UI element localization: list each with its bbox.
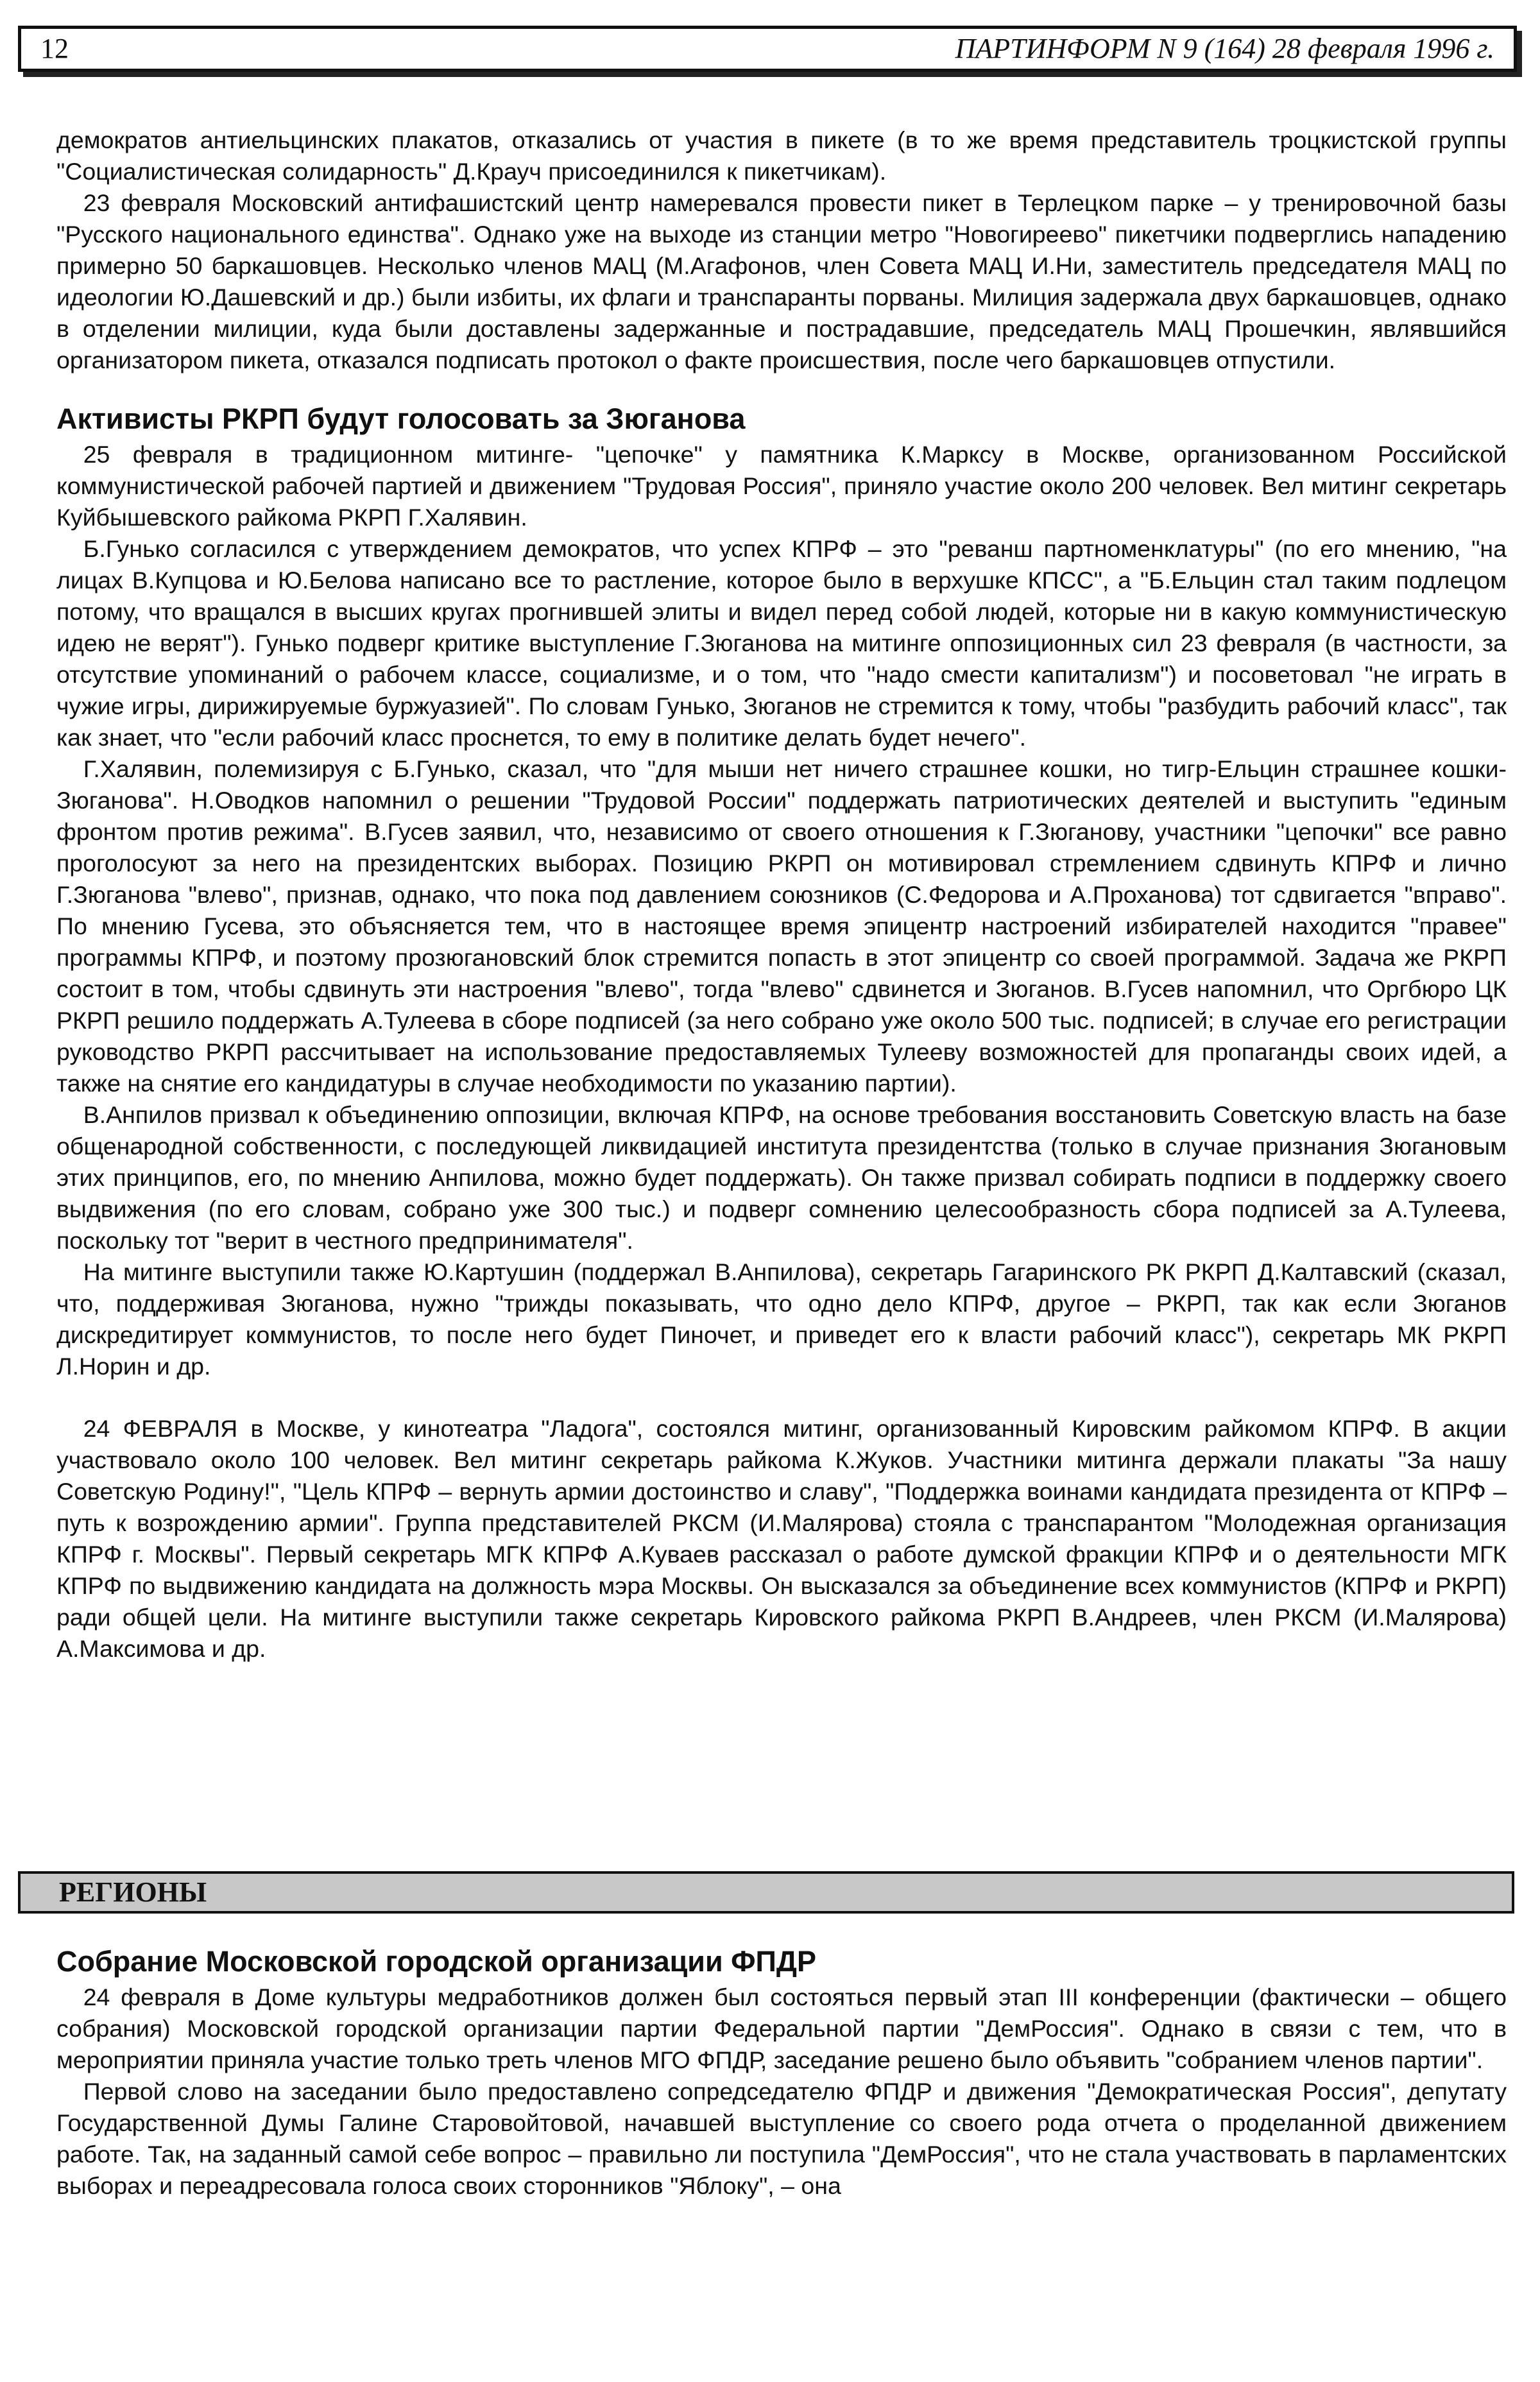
paragraph: Г.Халявин, полемизируя с Б.Гунько, сказал, что "для мыши нет ничего страшнее кошки, но тигр-Ельцин страшнее кошки-Зюганова". Н.Оводков напомнил о решении "Трудовой России" поддержать патриотических деятелей и выступить "единым фронтом против режима". В.Гусев заявил, что, независимо от своего отношения к Г.Зюганову, участники "цепочки" все равно проголосуют за него на президентских выборах. Позицию РКРП он мотивировал стремлением сдвинуть КПРФ и лично Г.Зюганова "влево", признав, однако, что пока под давлением союзников (С.Федорова и А.Проханова) тот сдвигается "вправо". По мнению Гусева, это объясняется тем, что в настоящее время эпицентр настроений избирателей находится "правее" программы КПРФ, и поэтому прозюгановский блок стремится попасть в этот эпицентр со своей программой. Задача же РКРП состоит в том, чтобы сдвинуть эти настроения "влево", тогда "влево" сдвинется и Зюганов. В.Гусев напомнил, что Оргбюро ЦК РКРП решило поддержать А.Тулеева в сборе подписей (за него собрано уже около 500 тыс. подписей; в случае его регистрации руководство РКРП рассчитывает на использование предоставляемых Тулееву возможностей для пропаганды своих идей, а также на снятие его кандидатуры в случае необходимости по указанию партии). bbox=[56, 755, 1507, 1097]
paragraph: Б.Гунько согласился с утверждением демократов, что успех КПРФ – это "реванш партноменклатуры" (по его мнению, "на лицах В.Купцова и Ю.Белова написано все то растление, которое было в верхушке КПСС", а "Б.Ельцин стал таким подлецом потому, что вращался в высших кругах прогнившей элиты и видел перед собой людей, которые ни в какую коммунистическую идею не верят"). Гунько подверг критике выступление Г.Зюганова на митинге оппозиционных сил 23 февраля (в частности, за отсутствие упоминаний о рабочем классе, социализме, и о том, что "надо смести капитализм") и посоветовал "не играть в чужие игры, дирижируемые буржуазией". По словам Гунько, Зюганов не стремится к тому, чтобы "разбудить рабочий класс", так как знает, что "если рабочий класс проснется, то ему в политике делать будет нечего". bbox=[56, 535, 1507, 751]
paragraph: демократов антиельцинских плакатов, отказались от участия в пикете (в то же время представитель троцкистской группы "Социалистическая солидарность" Д.Крауч присоединился к пикетчикам). bbox=[56, 126, 1507, 185]
paragraph: 24 ФЕВРАЛЯ в Москве, у кинотеатра "Ладога", состоялся митинг, организованный Кировским райкомом КПРФ. В акции участвовало около 100 человек. Вел митинг секретарь райкома К.Жуков. Участники митинга держали плакаты "За нашу Советскую Родину!", "Цель КПРФ – вернуть армии достоинство и славу", "Поддержка воинами кандидата президента от КПРФ – путь к возрождению армии". Группа представителей РКСМ (И.Малярова) стояла с транспарантом "Молодежная организация КПРФ г. Москвы". Первый секретарь МГК КПРФ А.Куваев рассказал о работе думской фракции КПРФ и о деятельности МГК КПРФ по выдвижению кандидата на должность мэра Москвы. Он высказался за объединение всех коммунистов (КПРФ и РКРП) ради общей цели. На митинге выступили также секретарь Кировского райкома РКРП В.Андреев, член РКСМ (И.Малярова) А.Максимова и др. bbox=[56, 1415, 1507, 1662]
paragraph: 25 февраля в традиционном митинге- "цепочке" у памятника К.Марксу в Москве, организованном Российской коммунистической рабочей партией и движением "Трудовая Россия", приняло участие около 200 человек. Вел митинг секретарь Куйбышевского райкома РКРП Г.Халявин. bbox=[56, 441, 1507, 531]
paragraph: 23 февраля Московский антифашистский центр намеревался провести пикет в Терлецком парке – у тренировочной базы "Русского национального единства". Однако уже на выходе из станции метро "Новогиреево" пикетчики подверглись нападению примерно 50 баркашовцев. Несколько членов МАЦ (М.Агафонов, член Совета МАЦ И.Ни, заместитель председателя МАЦ по идеологии Ю.Дашевский и др.) были избиты, их флаги и транспаранты порваны. Милиция задержала двух баркашовцев, однако в отделении милиции, куда были доставлены задержанные и пострадавшие, председатель МАЦ Прошечкин, являвшийся организатором пикета, отказался подписать протокол о факте происшествия, после чего баркашовцев отпустили. bbox=[56, 189, 1507, 373]
section-bar bbox=[18, 1871, 1514, 1914]
paragraph: Первой слово на заседании было предоставлено сопредседателю ФПДР и движения "Демократическая Россия", депутату Государственной Думы Галине Старовойтовой, начавшей выступление со своего рода отчета о проделанной движением работе. Так, на заданный самой себе вопрос – правильно ли поступила "ДемРоссия", что не стала участвовать в парламентских выборах и переадресовала голоса своих сторонников "Яблоку", – она bbox=[56, 2078, 1507, 2199]
spacer bbox=[56, 1382, 1507, 1413]
page-header bbox=[18, 26, 1517, 72]
publication-title: ПАРТИНФОРМ N 9 (164) 28 февраля 1996 г. bbox=[955, 33, 1494, 64]
paragraph: В.Анпилов призвал к объединению оппозиции, включая КПРФ, на основе требования восстановить Советскую власть на базе общенародной собственности, с последующей ликвидацией института президентства (только в случае признания Зюгановым этих принципов, его, по мнению Анпилова, можно будет поддержать). Он также призвал собирать подписи в поддержку своего выдвижения (по его словам, собрано уже 300 тыс.) и подверг сомнению целесообразность сбора подписей за А.Тулеева, поскольку тот "верит в честного предпринимателя". bbox=[56, 1101, 1507, 1254]
article-heading: Активисты РКРП будут голосовать за Зюганова bbox=[56, 402, 746, 435]
article-heading: Собрание Московской городской организации ФПДР bbox=[56, 1945, 816, 1978]
page-number: 12 bbox=[40, 33, 69, 64]
paragraph: На митинге выступили также Ю.Картушин (поддержал В.Анпилова), секретарь Гагаринского РК РКРП Д.Калтавский (сказал, что, поддерживая Зюганова, нужно "трижды показывать, что одно дело КПРФ, другое – РКРП, так как если Зюганов дискредитирует коммунистов, то после него будет Пиночет, и приведет его к власти рабочий класс"), секретарь МК РКРП Л.Норин и др. bbox=[56, 1258, 1507, 1380]
section-title: РЕГИОНЫ bbox=[59, 1876, 207, 1908]
paragraph: 24 февраля в Доме культуры медработников должен был состояться первый этап III конференции (фактически – общего собрания) Московской городской организации партии Федеральной партии "ДемРоссия". Однако в связи с тем, что в мероприятии приняла участие только треть членов МГО ФПДР, заседание решено было объявить "собранием членов партии". bbox=[56, 1984, 1507, 2073]
main-text bbox=[56, 124, 1507, 1665]
regions-text bbox=[56, 1944, 1507, 2202]
